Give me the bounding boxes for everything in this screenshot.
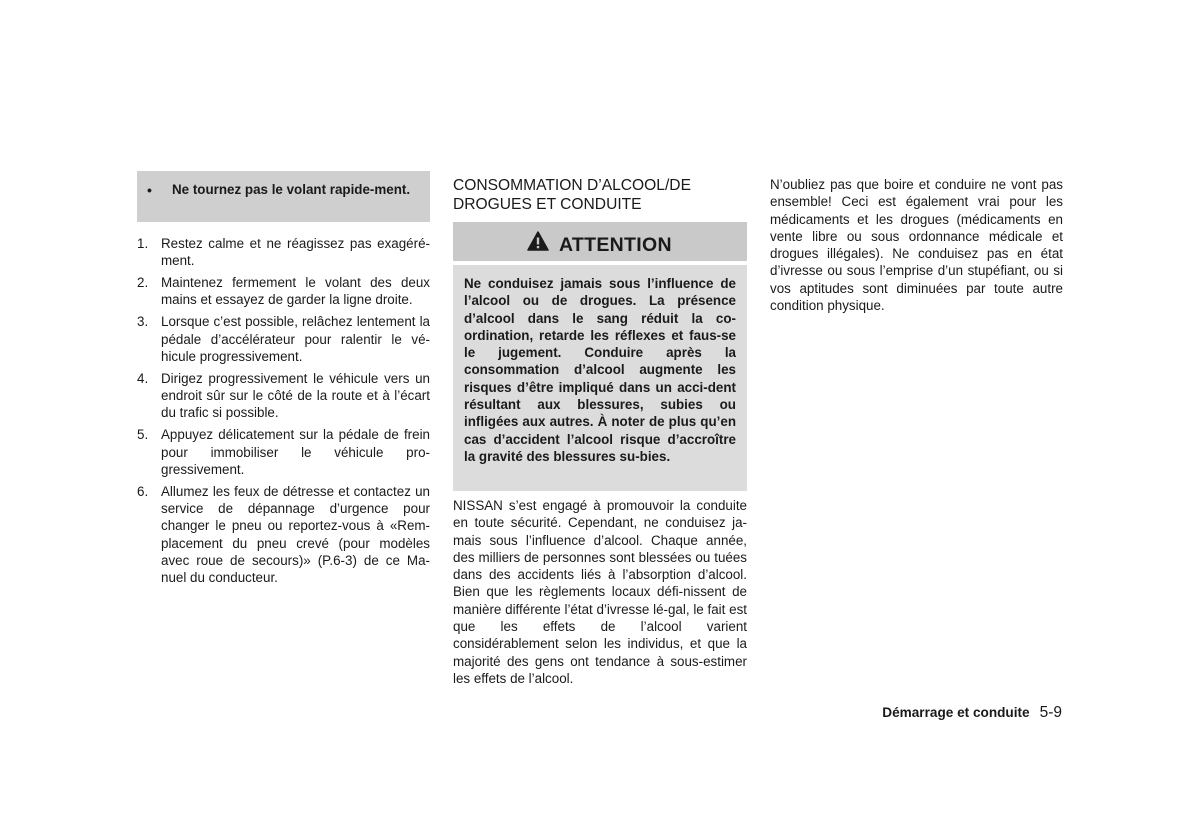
bullet: • [147, 182, 152, 198]
list-item [137, 370, 430, 422]
note-box [137, 171, 430, 222]
warning-title: ATTENTION [559, 234, 672, 256]
body-paragraph: N’oubliez pas que boire et conduire ne vont pas ensemble! Ceci est également vrai pour les médicaments et les drogues (médicaments en vente libre ou sous ordonnance médicale et drogues illégales). Ne conduisez pas en état d’ivresse ou sous l’emprise d’un stupéfiant, ou si vos aptitudes sont diminuées par toute autre condition physique. [770, 177, 1063, 314]
note-text: Ne tournez pas le volant rapide-ment. [172, 182, 411, 197]
step-text: Maintenez fermement le volant des deux mains et essayez de garder la ligne droite. [161, 275, 430, 308]
step-text: Dirigez progressivement le véhicule vers un endroit sûr sur le côté de la route et à l’écart du trafic si possible. [161, 370, 430, 421]
list-item [137, 235, 430, 270]
steps-list [137, 235, 430, 591]
list-item [137, 483, 430, 587]
step-number: 1. [137, 236, 149, 251]
step-number: 5. [137, 427, 149, 443]
list-item [137, 274, 430, 309]
step-number: 3. [137, 314, 149, 330]
step-text: Lorsque c’est possible, relâchez lentement la pédale d’accélérateur pour ralentir le vé-hicule progressivement. [161, 314, 430, 364]
page-number: 5-9 [1039, 704, 1062, 721]
warning-box [453, 222, 747, 491]
list-item [137, 426, 430, 478]
step-number: 6. [137, 483, 149, 499]
warning-triangle-icon [527, 231, 549, 251]
section-heading: CONSOMMATION D’ALCOOL/DE DROGUES ET CONDUITE [453, 177, 691, 213]
step-number: 4. [137, 370, 149, 386]
step-text: Restez calme et ne réagissez pas exagéré-ment. [161, 236, 430, 269]
step-text: Allumez les feux de détresse et contactez un service de dépannage d’urgence pour changer le pneu ou reportez-vous à «Rem-placement du pneu crevé (pour modèles avec roue de secours)» (P.6-3) de ce Ma-nuel du conducteur. [161, 483, 430, 586]
list-item [137, 313, 430, 365]
body-paragraph: NISSAN s’est engagé à promouvoir la conduite en toute sécurité. Cependant, ne conduisez ja-mais sous l’influence d’alcool. Chaque année, des milliers de personnes sont blessées ou tuées dans des accidents liés à l’absorption d’alcool. Bien que les règlements locaux défi-nissent de manière différente l’état d’ivresse lé-gal, le fait est que les effets de l’alcool varient considérablement selon les individus, et que la majorité des gens ont tendance à sous-estimer les effets de l’alcool. [453, 498, 747, 686]
warning-body [453, 265, 747, 491]
section-title: Démarrage et conduite [882, 705, 1030, 720]
page-footer [882, 704, 1062, 722]
warning-text: Ne conduisez jamais sous l’influence de l’alcool ou de drogues. La présence d’alcool dans le sang réduit la co-ordination, retarde les réflexes et faus-se le jugement. Conduire après la consommation d’alcool augmente les risques d’être impliqué dans un acci-dent résultant aux blessures, subies ou infligées aux autres. À noter de plus qu’en cas d’accident l’alcool risque d’accroître la gravité des blessures su-bies. [464, 276, 736, 464]
step-text: Appuyez délicatement sur la pédale de frein pour immobiliser le véhicule pro-gressivement. [161, 427, 430, 477]
warning-header [453, 222, 747, 261]
step-number: 2. [137, 275, 149, 291]
